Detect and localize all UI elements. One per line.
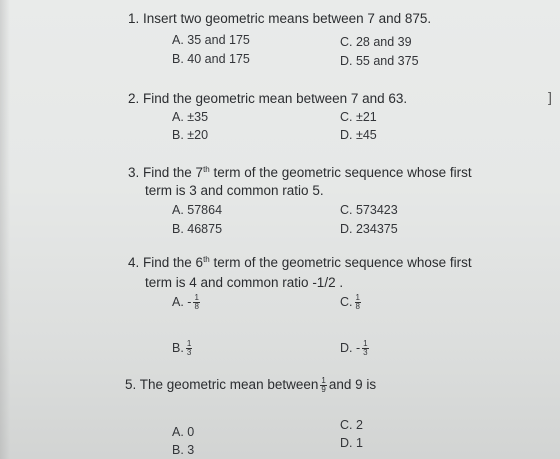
- question-4-option-b-prefix: B.: [172, 341, 184, 355]
- question-2-option-a: A. ±35: [172, 110, 209, 124]
- margin-bracket-mark: ]: [548, 89, 552, 105]
- question-4-option-a-fraction: [193, 294, 199, 311]
- question-5-option-a: A. 0: [172, 425, 195, 439]
- question-3-option-c: C. 573423: [340, 203, 398, 217]
- question-4-stem-part-2: term of the geometric sequence whose first: [209, 255, 472, 270]
- fraction-numerator: 1: [363, 339, 368, 349]
- question-4-option-a-prefix: A. -: [172, 295, 192, 309]
- fraction-numerator: 1: [321, 375, 326, 385]
- question-3-stem-part-2: term of the geometric sequence whose first: [209, 165, 472, 180]
- question-2-stem: 2. Find the geometric mean between 7 and 63.: [128, 91, 408, 106]
- question-4-option-d-fraction: [362, 340, 368, 357]
- fraction-denominator: 8: [355, 302, 360, 312]
- question-3-option-d: D. 234375: [340, 222, 398, 236]
- question-5-option-c: C. 2: [340, 418, 363, 432]
- question-4-ordinal-suffix: th: [203, 255, 210, 264]
- question-5-option-b: B. 3: [172, 443, 195, 457]
- question-3-stem-line-2: term is 3 and common ratio 5.: [145, 183, 324, 198]
- question-4-stem-line-2: term is 4 and common ratio -1/2 .: [145, 275, 344, 290]
- question-4-option-c-prefix: C.: [340, 295, 353, 309]
- question-3-ordinal-suffix: th: [203, 165, 210, 174]
- fraction-numerator: 1: [186, 339, 192, 349]
- question-4-option-d: [340, 340, 371, 357]
- question-4-option-c: [340, 294, 363, 311]
- fraction-numerator: 1: [194, 293, 199, 303]
- question-1-stem: 1. Insert two geometric means between 7 and 875.: [128, 11, 432, 26]
- fraction-denominator: 3: [186, 348, 192, 358]
- question-3-stem: [128, 164, 472, 181]
- question-3-option-b: B. 46875: [172, 222, 223, 236]
- question-1-option-c: C. 28 and 39: [340, 35, 412, 49]
- question-4-option-d-prefix: D. -: [340, 341, 361, 355]
- question-5-option-d: D. 1: [340, 436, 363, 450]
- question-5-stem-part-1: 5. The geometric mean between: [125, 377, 319, 392]
- fraction-denominator: 8: [194, 302, 199, 312]
- question-5-stem: [125, 376, 376, 394]
- question-5-fraction: [320, 377, 326, 394]
- page-edge-shadow: [0, 0, 10, 459]
- fraction-denominator: 3: [363, 348, 368, 358]
- question-4-stem-part-1: 4. Find the 6: [128, 255, 204, 270]
- question-4-option-b-fraction: [186, 340, 192, 357]
- question-1-option-d: D. 55 and 375: [340, 54, 419, 68]
- fraction-denominator: 9: [321, 384, 326, 394]
- question-3-stem-part-1: 3. Find the 7: [128, 165, 204, 180]
- question-1-option-b: B. 40 and 175: [172, 52, 250, 66]
- question-2-option-b: B. ±20: [172, 128, 209, 142]
- question-3-option-a: A. 57864: [172, 203, 223, 217]
- question-4-option-b: [172, 340, 194, 357]
- question-2-option-c: C. ±21: [340, 110, 377, 124]
- question-4-stem: [128, 254, 472, 271]
- question-4-option-a: [172, 294, 202, 311]
- question-4-option-c-fraction: [355, 294, 361, 311]
- question-2-option-d: D. ±45: [340, 128, 377, 142]
- question-1-option-a: A. 35 and 175: [172, 33, 250, 47]
- fraction-numerator: 1: [355, 293, 360, 303]
- question-5-stem-part-2: and 9 is: [328, 377, 377, 392]
